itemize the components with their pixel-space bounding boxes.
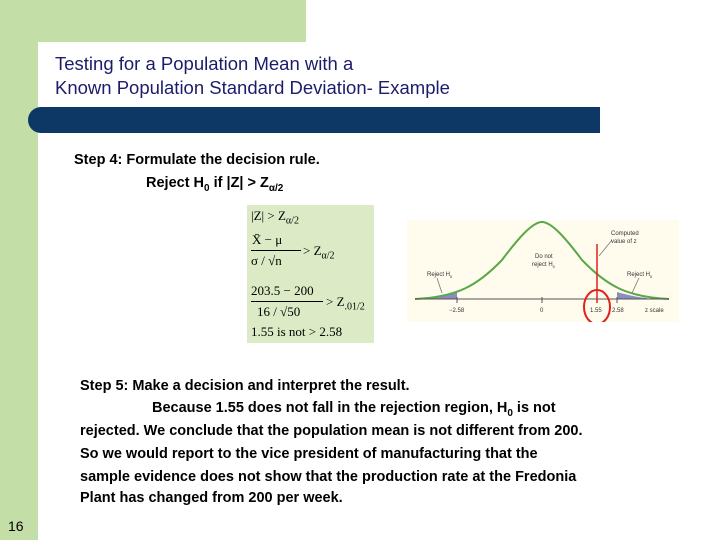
step5-line-3: So we would report to the vice president of manufacturing that the — [80, 446, 538, 462]
slide-title-line-2: Known Population Standard Deviation- Example — [55, 77, 450, 98]
computed-label-1: Computed — [611, 231, 639, 237]
formula-frac2-right: > $Z_{.01/2}$ — [326, 294, 365, 313]
formula-line-1: $|Z| > Z_{\alpha/2}$ — [251, 208, 299, 227]
step5-line-4: sample evidence does not show that the production rate at the Fredonia — [80, 469, 577, 485]
rejection-region-diagram — [407, 220, 679, 322]
reject-left-label: Reject $H_0$ — [427, 272, 453, 279]
tick-pos-label: 2.58 — [612, 308, 624, 314]
tick-neg-label: −2.58 — [449, 308, 465, 314]
tick-zero-label: 0 — [540, 308, 544, 314]
formula-frac2-bar — [251, 301, 323, 302]
formula-frac1-den: σ / √n — [251, 253, 282, 268]
reject-right-pointer — [632, 278, 639, 293]
formula-frac2-num: 203.5 − 200 — [251, 283, 314, 298]
green-header-block — [0, 0, 306, 42]
slide-title-line-1: Testing for a Population Mean with a — [55, 53, 354, 74]
formula-box — [247, 205, 374, 343]
formula-conclusion: 1.55 is not > 2.58 — [251, 324, 343, 339]
normal-curve-svg — [407, 220, 679, 322]
step5-line-2: rejected. We conclude that the population mean is not different from 200. — [80, 423, 583, 439]
step5-line-5: Plant has changed from 200 per week. — [80, 490, 343, 506]
do-not-reject-label-1: Do not — [535, 254, 553, 260]
step4-heading: Step 4: Formulate the decision rule. — [74, 152, 320, 168]
step5-line-1: Because 1.55 does not fall in the rejection region, $H_0$ is not — [152, 400, 556, 419]
z-scale-label: z scale — [645, 308, 664, 314]
formula-frac1-right: > $Z_{\alpha/2}$ — [303, 243, 335, 262]
tick-computed-label: 1.55 — [590, 308, 602, 314]
reject-right-label: Reject $H_0$ — [627, 272, 653, 279]
step5-heading: Step 5: Make a decision and interpret the result. — [80, 378, 410, 394]
green-sidebar — [0, 0, 38, 540]
title-underline-bar — [28, 107, 600, 133]
formula-frac1-bar — [251, 250, 301, 251]
reject-left-pointer — [437, 278, 442, 293]
page-number: 16 — [8, 518, 24, 534]
formula-frac2-den: 16 / √50 — [257, 304, 301, 319]
computed-label-2: value of z — [611, 239, 637, 245]
formula-frac1-num: X̄ − μ — [252, 232, 283, 247]
step4-rule: Reject $H_0$ if $|Z| > Z_{\alpha/2}$ — [146, 175, 284, 194]
do-not-reject-label-2: reject $H_0$ — [532, 262, 555, 269]
